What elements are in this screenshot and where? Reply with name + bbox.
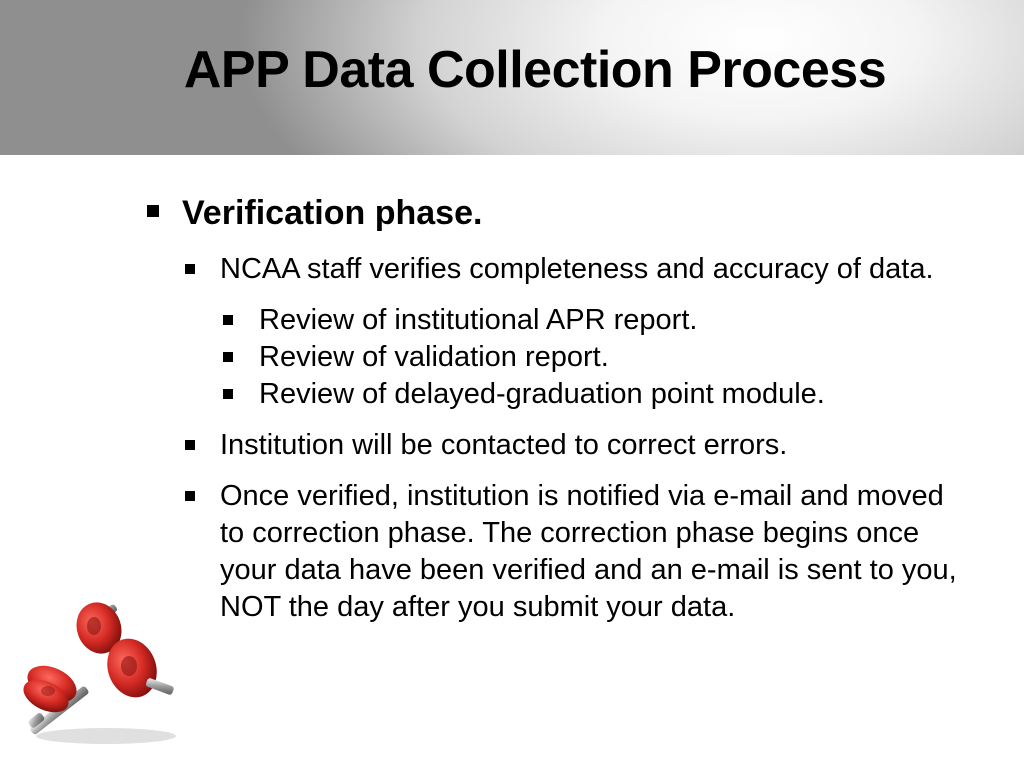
square-bullet-icon xyxy=(223,389,233,399)
square-bullet-icon xyxy=(185,440,195,450)
bullet-once-verified xyxy=(183,478,975,626)
bullet-verification-phase xyxy=(145,192,975,234)
slide-title: APP Data Collection Process xyxy=(183,41,887,99)
bullet-text: Institution will be contacted to correct errors. xyxy=(220,429,788,461)
square-bullet-icon xyxy=(185,491,195,501)
square-bullet-icon xyxy=(223,315,233,325)
sub-bullet-text: Review of validation report. xyxy=(259,341,609,373)
bullet-text: Once verified, institution is notified via e-mail and moved to correction phase. The correction phase begins once your data have been verified and an e-mail is sent to you, NOT the day after you submit your data. xyxy=(220,480,957,623)
heading-text: Verification phase. xyxy=(182,194,483,232)
slide-content xyxy=(145,192,975,626)
bullet-ncaa-staff xyxy=(183,251,975,288)
square-bullet-icon xyxy=(147,205,159,217)
sub-bullet-text: Review of delayed-graduation point module. xyxy=(259,378,825,410)
bullet-institution-contacted xyxy=(183,427,975,464)
bullet-text: NCAA staff verifies completeness and accuracy of data. xyxy=(220,253,934,285)
sub-bullet-review-validation xyxy=(221,339,975,376)
sub-bullet-review-delayed-graduation xyxy=(221,376,975,413)
dumbbell-icon xyxy=(14,596,184,746)
square-bullet-icon xyxy=(185,264,195,274)
square-bullet-icon xyxy=(223,352,233,362)
sub-bullet-text: Review of institutional APR report. xyxy=(259,304,698,336)
sub-bullet-review-apr xyxy=(221,302,975,339)
